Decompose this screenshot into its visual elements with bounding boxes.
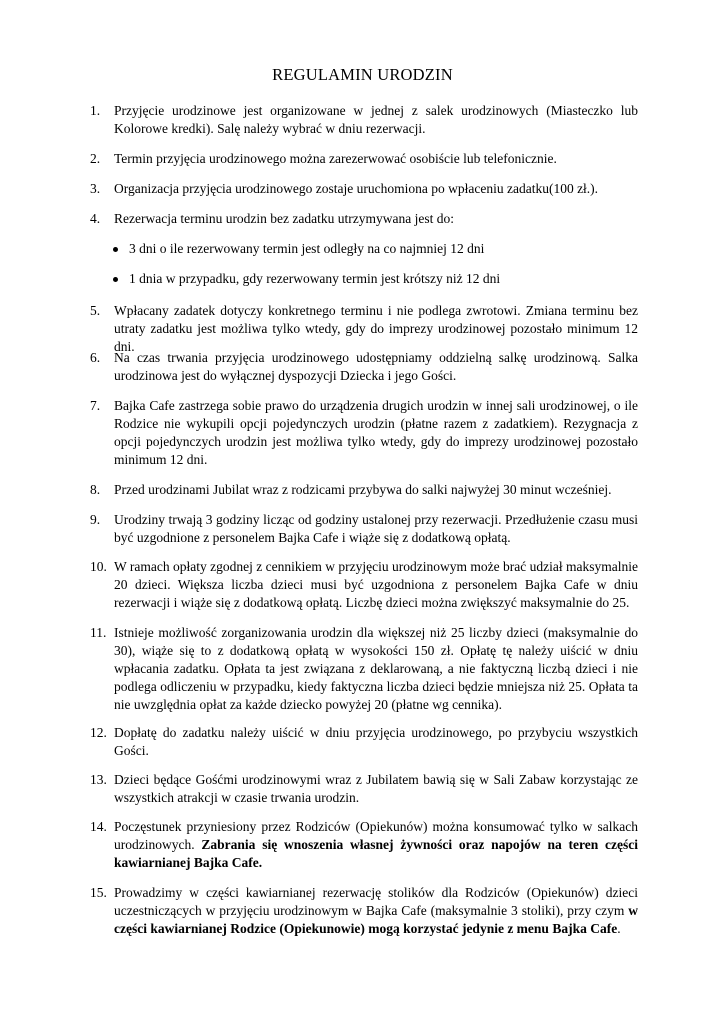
item-number: 10.: [90, 559, 107, 574]
item-text: Przyjęcie urodzinowe jest organizowane w jednej z salek urodzinowych (Miasteczko lub Kolorowe kredki). Salę należy wybrać w dniu rezerwacji.: [114, 103, 638, 136]
item-number: 2.: [90, 151, 101, 166]
item-number: 14.: [90, 819, 107, 834]
item-text: Dopłatę do zadatku należy uiścić w dniu przyjęcia urodzinowego, po przybyciu wszystkich Gości.: [114, 725, 638, 758]
list-item-10: [90, 558, 638, 612]
item-number: 9.: [90, 512, 101, 527]
item-text-end: .: [617, 921, 621, 936]
item-text-bold: w części kawiarnianej Rodzice (Opiekunowie) mogą korzystać jedynie z menu Bajka Cafe: [114, 903, 638, 936]
item-text: [114, 818, 638, 872]
list-item-11: [90, 624, 638, 714]
item-text: W ramach opłaty zgodnej z cennikiem w przyjęciu urodzinowym może brać udział maksymalnie 20 dzieci. Większa liczba dzieci musi być uzgodniona z personelem Bajka Cafe w dniu rezerwacji i wiąże się z dodatkową opłatą. Liczbę dzieci można zwiększyć maksymalnie do 25.: [114, 559, 638, 610]
list-item-5: [90, 302, 638, 356]
item-number: 5.: [90, 303, 101, 318]
item-text-normal: Prowadzimy w części kawiarnianej rezerwację stolików dla Rodziców (Opiekunów) dzieci uczestniczących w przyjęciu urodzinowym w Bajka Cafe (maksymalnie 3 stoliki), przy czym: [114, 885, 638, 918]
item-number: 4.: [90, 211, 101, 226]
list-item-8: [90, 481, 638, 499]
item-text: [114, 884, 638, 938]
list-item-15: [90, 884, 638, 938]
bullet-item-2: [113, 270, 633, 288]
item-text: Wpłacany zadatek dotyczy konkretnego terminu i nie podlega zwrotowi. Zmiana terminu bez utraty zadatku jest możliwa tylko wtedy, gdy do imprezy urodzinowej pozostało minimum 12 dni.: [114, 303, 638, 354]
item-text: Organizacja przyjęcia urodzinowego zostaje uruchomiona po wpłaceniu zadatku(100 zł.).: [114, 181, 599, 196]
item-number: 6.: [90, 350, 101, 365]
item-text: Dzieci będące Gośćmi urodzinowymi wraz z Jubilatem bawią się w Sali Zabaw korzystając ze wszystkich atrakcji w czasie trwania urodzin.: [114, 772, 638, 805]
item-number: 3.: [90, 181, 101, 196]
list-item-3: [90, 180, 638, 198]
item-text: Przed urodzinami Jubilat wraz z rodzicami przybywa do salki najwyżej 30 minut wcześniej.: [114, 482, 612, 497]
list-item-9: [90, 511, 638, 547]
bullet-icon: [113, 247, 118, 252]
bullet-item-1: [113, 240, 633, 258]
list-item-12: [90, 724, 638, 760]
list-item-7: [90, 397, 638, 469]
item-text: Na czas trwania przyjęcia urodzinowego udostępniamy oddzielną salkę urodzinową. Salka urodzinowa jest do wyłącznej dyspozycji Dziecka i jego Gości.: [114, 350, 638, 383]
item-number: 12.: [90, 725, 107, 740]
bullet-text: 1 dnia w przypadku, gdy rezerwowany termin jest krótszy niż 12 dni: [129, 271, 501, 286]
list-item-13: [90, 771, 638, 807]
item-number: 11.: [90, 625, 107, 640]
list-item-1: [90, 102, 638, 138]
item-text: Bajka Cafe zastrzega sobie prawo do urządzenia drugich urodzin w innej sali urodzinowej, o ile Rodzice nie wykupili opcji pojedynczych urodzin (płatne razem z zadatkiem). Rezygnacja z opcji pojedynczych urodzin jest możliwa tylko wtedy, gdy do imprezy urodzinowej pozostało minimum 12 dni.: [114, 398, 638, 467]
item-text-bold: Zabrania się wnoszenia własnej żywności oraz napojów na teren części kawiarnianej Bajka Cafe.: [114, 837, 639, 870]
item-text: Urodziny trwają 3 godziny licząc od godziny ustalonej przy rezerwacji. Przedłużenie czasu musi być uzgodnione z personelem Bajka Cafe i wiąże się z dodatkową opłatą.: [114, 512, 638, 545]
item-text-normal: Poczęstunek przyniesiony przez Rodziców (Opiekunów) można konsumować tylko w salkach urodzinowych.: [114, 819, 638, 852]
item-text: Termin przyjęcia urodzinowego można zarezerwować osobiście lub telefonicznie.: [114, 151, 557, 166]
item-number: 1.: [90, 103, 101, 118]
list-item-4: [90, 210, 638, 228]
item-number: 8.: [90, 482, 101, 497]
item-number: 15.: [90, 885, 107, 900]
bullet-icon: [113, 277, 118, 282]
item-number: 7.: [90, 398, 101, 413]
item-text: Istnieje możliwość zorganizowania urodzin dla większej niż 25 liczby dzieci (maksymalnie do 30), wiąże się to z dodatkową opłatą w wysokości 150 zł. Opłatę tę należy uiścić w dniu wpłacania zadatku. Opłata ta jest związana z deklarowaną, a nie faktyczną liczbą dzieci i nie podlega odliczeniu w przypadku, kiedy faktyczna liczba dzieci będzie mniejsza niż 25. Opłata ta nie uwzględnia opłat za każde dziecko powyżej 20 (płatne wg cennika).: [114, 625, 638, 712]
item-text: Rezerwacja terminu urodzin bez zadatku utrzymywana jest do:: [114, 211, 454, 226]
item-number: 13.: [90, 772, 107, 787]
list-item-2: [90, 150, 638, 168]
list-item-6: [90, 349, 638, 385]
page-title: REGULAMIN URODZIN: [272, 65, 453, 84]
bullet-text: 3 dni o ile rezerwowany termin jest odległy na co najmniej 12 dni: [129, 241, 485, 256]
list-item-14: [90, 818, 638, 872]
